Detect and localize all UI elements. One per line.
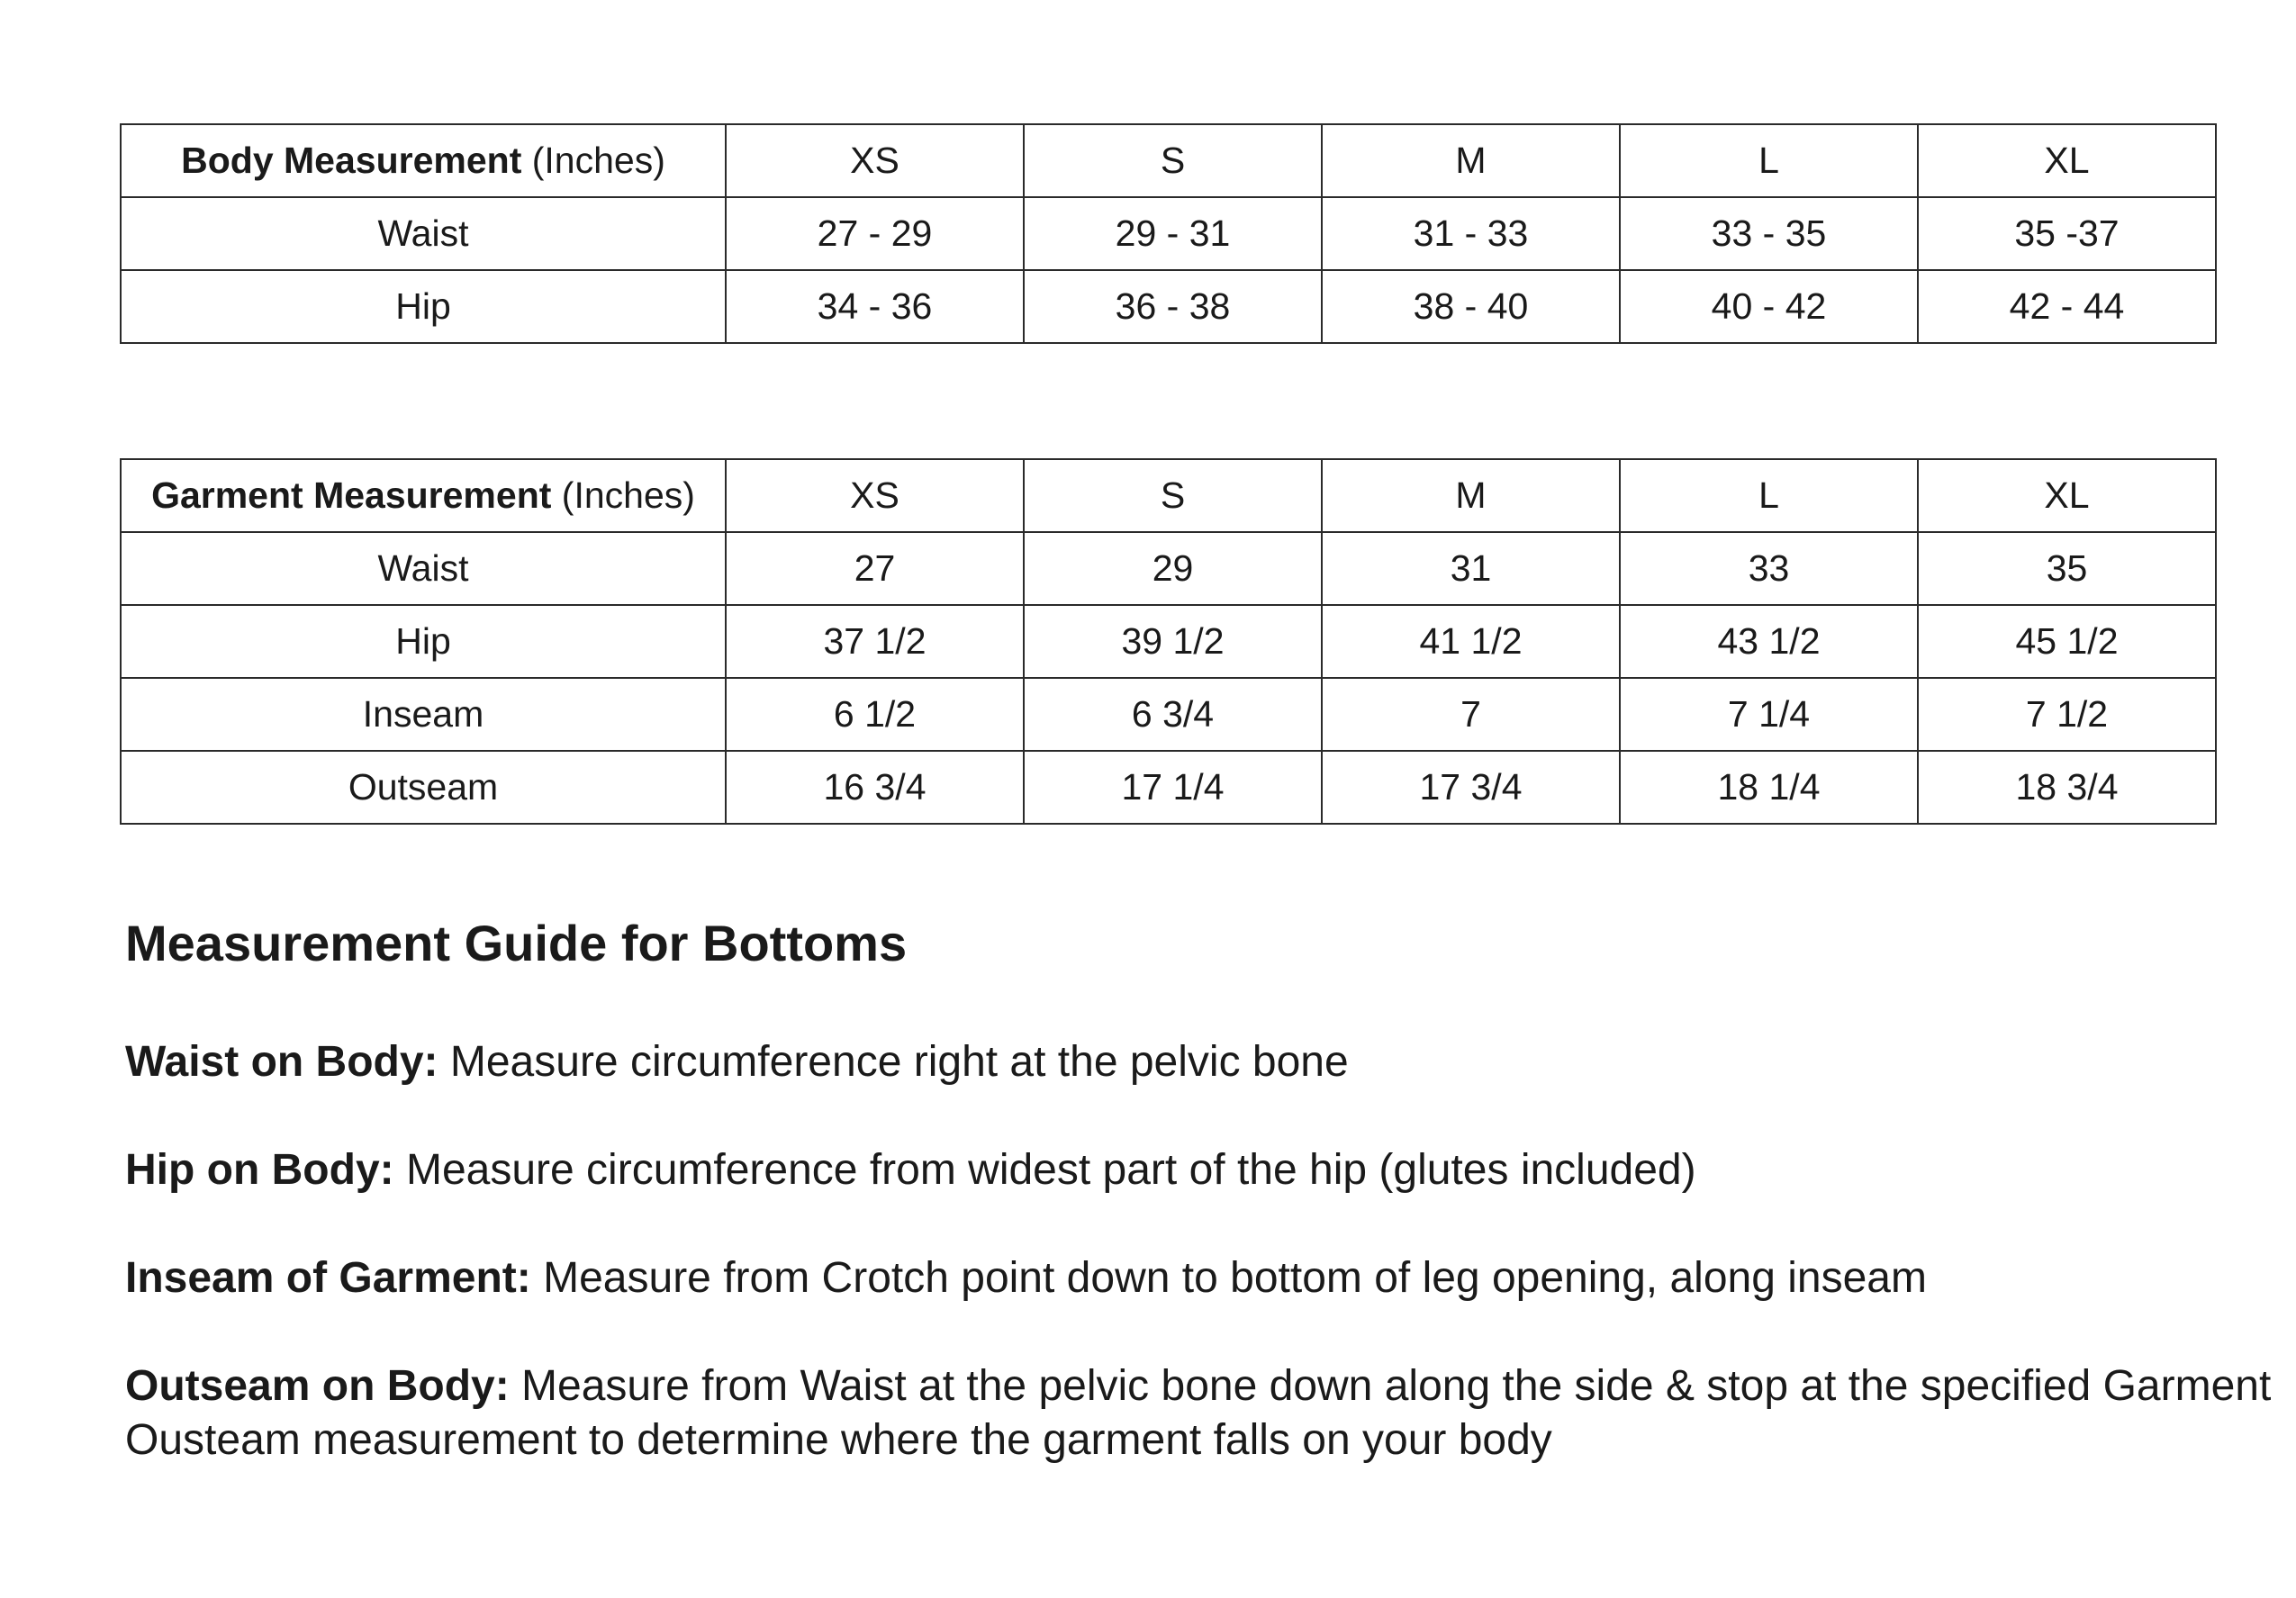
guide-text: Measure from Waist at the pelvic bone down along the side & stop at the specified Garment Ousteam measurement to determine where the garment falls on your body (125, 1362, 2272, 1464)
size-header: XS (726, 459, 1024, 532)
size-header: L (1620, 124, 1918, 197)
table-cell: 33 (1620, 532, 1918, 605)
table-cell: 7 (1322, 678, 1620, 751)
table-cell: 6 3/4 (1024, 678, 1322, 751)
table-cell: 38 - 40 (1322, 270, 1620, 343)
header-unit: (Inches) (551, 474, 695, 516)
body-measurement-table (120, 123, 2217, 344)
guide-item-waist (125, 1035, 2277, 1089)
size-header: L (1620, 459, 1918, 532)
table-cell: 18 3/4 (1918, 751, 2216, 824)
table-cell: 43 1/2 (1620, 605, 1918, 678)
table-cell: 40 - 42 (1620, 270, 1918, 343)
measurement-guide (125, 914, 2277, 1521)
row-label: Inseam (121, 678, 726, 751)
table-cell: 6 1/2 (726, 678, 1024, 751)
table-cell: 31 - 33 (1322, 197, 1620, 270)
table-cell: 35 (1918, 532, 2216, 605)
row-label: Hip (121, 605, 726, 678)
table-cell: 33 - 35 (1620, 197, 1918, 270)
table-cell: 27 - 29 (726, 197, 1024, 270)
guide-text: Measure circumference right at the pelvic bone (438, 1038, 1349, 1086)
size-header: XS (726, 124, 1024, 197)
guide-term: Outseam on Body: (125, 1362, 510, 1410)
table-cell: 37 1/2 (726, 605, 1024, 678)
table-cell: 27 (726, 532, 1024, 605)
table-cell: 16 3/4 (726, 751, 1024, 824)
table-cell: 18 1/4 (1620, 751, 1918, 824)
table-cell: 7 1/4 (1620, 678, 1918, 751)
table-cell: 29 (1024, 532, 1322, 605)
table-cell: 36 - 38 (1024, 270, 1322, 343)
guide-item-hip (125, 1143, 2277, 1197)
table-cell: 34 - 36 (726, 270, 1024, 343)
header-title: Body Measurement (181, 140, 522, 181)
guide-term: Waist on Body: (125, 1038, 438, 1086)
guide-term: Hip on Body: (125, 1146, 394, 1194)
table-row (121, 605, 2216, 678)
table-header-row (121, 459, 2216, 532)
guide-text: Measure circumference from widest part of the hip (glutes included) (393, 1146, 1696, 1194)
row-label: Waist (121, 197, 726, 270)
size-header: XL (1918, 124, 2216, 197)
table-cell: 45 1/2 (1918, 605, 2216, 678)
size-header: M (1322, 459, 1620, 532)
table-cell: 17 3/4 (1322, 751, 1620, 824)
table-row (121, 197, 2216, 270)
table-cell: 39 1/2 (1024, 605, 1322, 678)
guide-term: Inseam of Garment: (125, 1254, 531, 1302)
guide-item-inseam (125, 1251, 2277, 1305)
row-label: Waist (121, 532, 726, 605)
table-row (121, 532, 2216, 605)
table-row (121, 678, 2216, 751)
table-cell: 35 -37 (1918, 197, 2216, 270)
header-title: Garment Measurement (151, 474, 552, 516)
garment-measurement-table (120, 458, 2217, 825)
table-cell: 17 1/4 (1024, 751, 1322, 824)
guide-text: Measure from Crotch point down to bottom of leg opening, along inseam (530, 1254, 1927, 1302)
table-header-row (121, 124, 2216, 197)
guide-item-outseam (125, 1359, 2277, 1467)
guide-title: Measurement Guide for Bottoms (125, 915, 908, 971)
table-cell: 7 1/2 (1918, 678, 2216, 751)
table-cell: 41 1/2 (1322, 605, 1620, 678)
size-header: XL (1918, 459, 2216, 532)
table-row (121, 270, 2216, 343)
header-unit: (Inches) (521, 140, 665, 181)
size-header: S (1024, 124, 1322, 197)
size-header: S (1024, 459, 1322, 532)
size-header: M (1322, 124, 1620, 197)
table-row (121, 751, 2216, 824)
header-label-cell (121, 124, 726, 197)
header-label-cell (121, 459, 726, 532)
table-cell: 29 - 31 (1024, 197, 1322, 270)
table-cell: 31 (1322, 532, 1620, 605)
row-label: Outseam (121, 751, 726, 824)
table-cell: 42 - 44 (1918, 270, 2216, 343)
row-label: Hip (121, 270, 726, 343)
